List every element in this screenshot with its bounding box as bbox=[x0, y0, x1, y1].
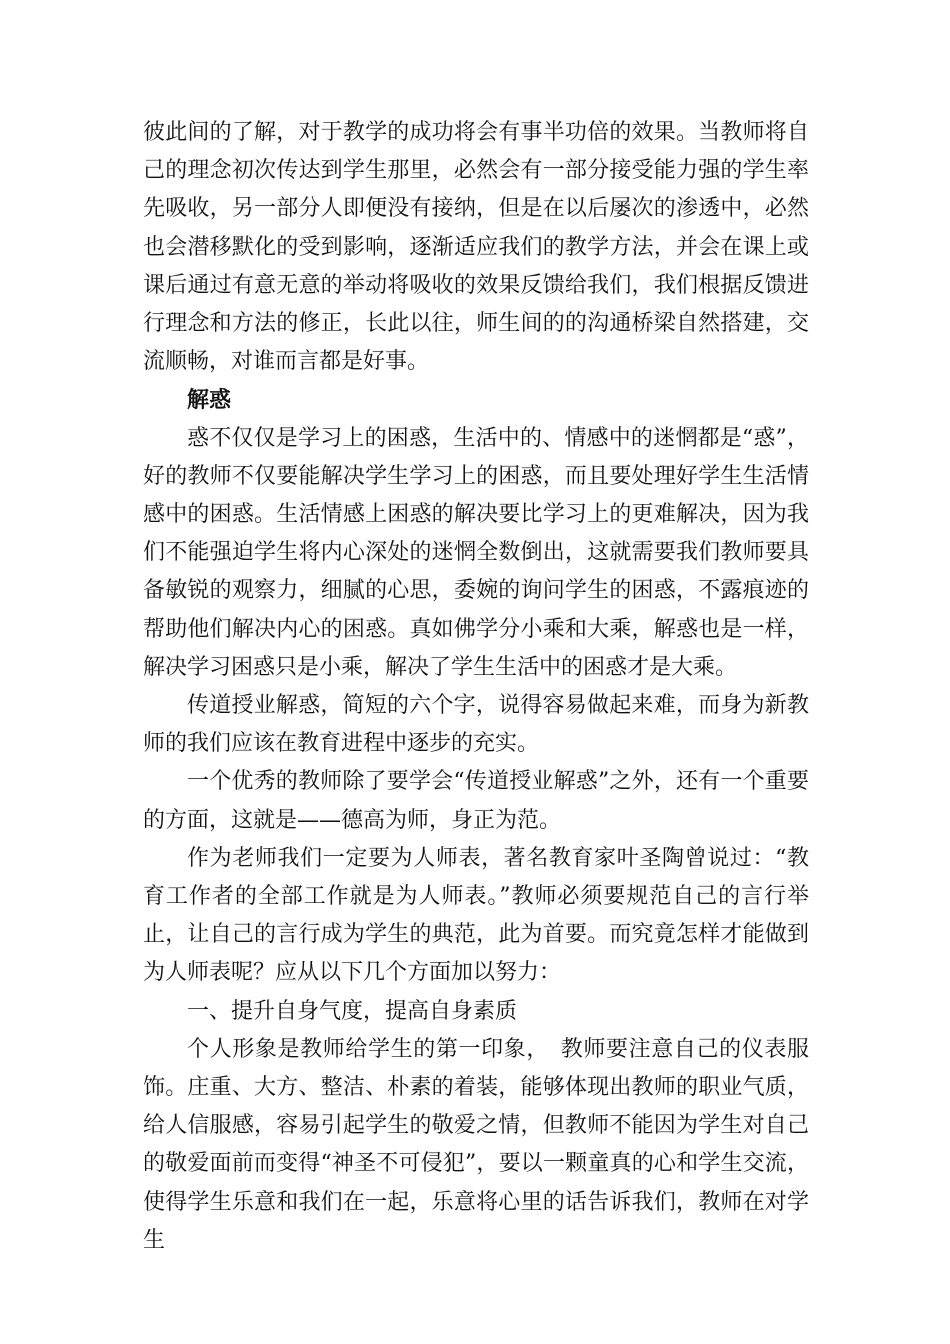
paragraph: 一个优秀的教师除了要学会“传道授业解惑”之外，还有一个重要的方面，这就是——德高为师，身正为范。 bbox=[143, 769, 809, 833]
paragraph: 个人形象是教师给学生的第一印象， 教师要注意自己的仪表服饰。庄重、大方、整洁、朴素的着装，能够体现出教师的职业气质，给人信服感，容易引起学生的敬爱之情，但教师不能因为学生对自己的敬爱面前而变得“神圣不可侵犯”，要以一颗童真的心和学生交流，使得学生乐意和我们在一起，乐意将心里的话告诉我们，教师在对学生 bbox=[143, 1036, 809, 1253]
document-body bbox=[143, 114, 809, 1260]
paragraph-continuation: 彼此间的了解，对于教学的成功将会有事半功倍的效果。当教师将自己的理念初次传达到学生那里，必然会有一部分接受能力强的学生率先吸收，另一部分人即便没有接纳，但是在以后屡次的渗透中，必然也会潜移默化的受到影响，逐渐适应我们的教学方法，并会在课上或课后通过有意无意的举动将吸收的效果反馈给我们，我们根据反馈进行理念和方法的修正，长此以往，师生间的的沟通桥梁自然搭建，交流顺畅，对谁而言都是好事。 bbox=[143, 120, 809, 375]
list-heading: 一、提升自身气度，提高自身素质 bbox=[187, 998, 518, 1024]
paragraph: 作为老师我们一定要为人师表，著名教育家叶圣陶曾说过：“教育工作者的全部工作就是为人师表。”教师必须要规范自己的言行举止，让自己的言行成为学生的典范，此为首要。而究竟怎样才能做到为人师表呢？应从以下几个方面加以努力： bbox=[143, 845, 809, 986]
paragraph: 传道授业解惑，简短的六个字，说得容易做起来难，而身为新教师的我们应该在教育进程中逐步的充实。 bbox=[143, 693, 809, 757]
paragraph: 惑不仅仅是学习上的困惑，生活中的、情感中的迷惘都是“惑”，好的教师不仅要能解决学生学习上的困惑，而且要处理好学生生活情感中的困惑。生活情感上困惑的解决要比学习上的更难解决，因为我们不能强迫学生将内心深处的迷惘全数倒出，这就需要我们教师要具备敏锐的观察力，细腻的心思，委婉的询问学生的困惑，不露痕迹的帮助他们解决内心的困惑。真如佛学分小乘和大乘，解惑也是一样，解决学习困惑只是小乘，解决了学生生活中的困惑才是大乘。 bbox=[143, 425, 809, 680]
section-heading: 解惑 bbox=[187, 387, 232, 414]
